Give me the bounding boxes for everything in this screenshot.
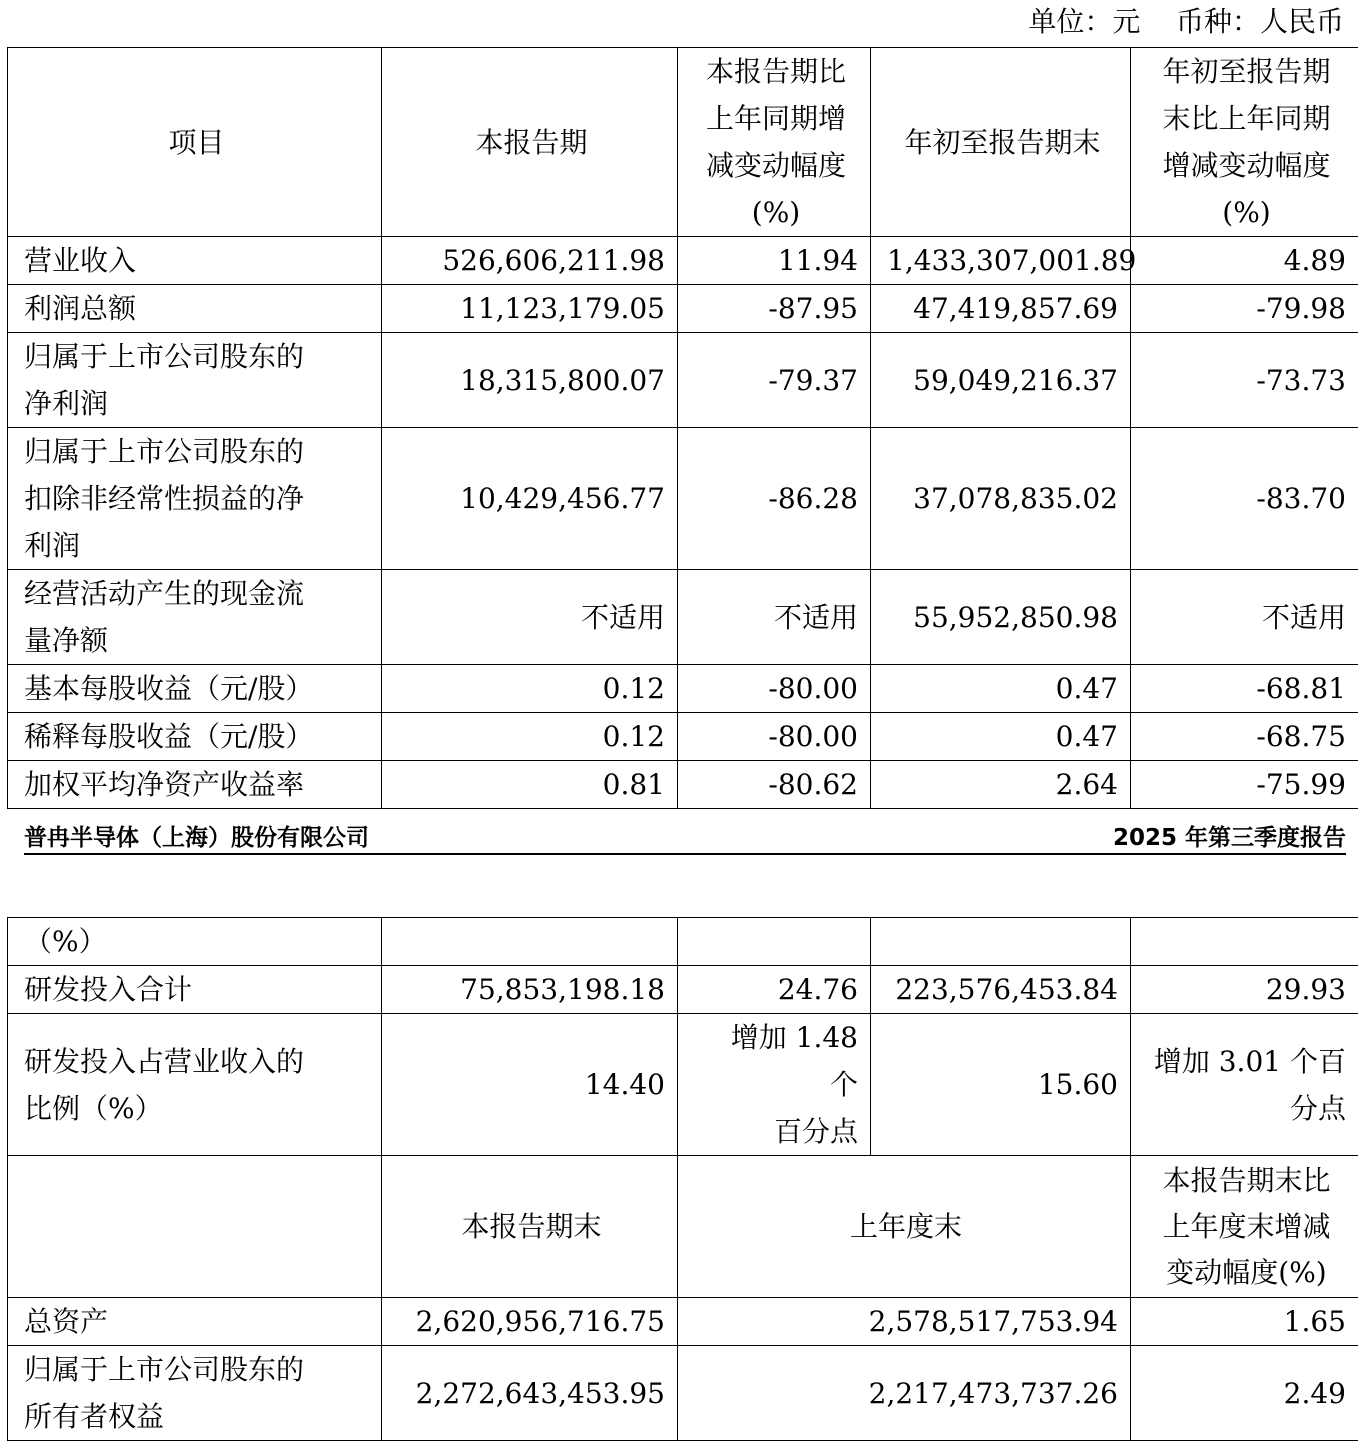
cell-value: 2,620,956,716.75 — [382, 1298, 678, 1346]
row-label: 归属于上市公司股东的 扣除非经常性损益的净 利润 — [8, 428, 382, 570]
subheader-change: 本报告期末比 上年度末增减 变动幅度(%) — [1131, 1156, 1358, 1298]
key-financial-data-table — [7, 47, 1358, 809]
cell-value: 14.40 — [382, 1014, 678, 1156]
table-row — [8, 570, 1358, 665]
table-row — [8, 918, 1358, 966]
cell-value: 55,952,850.98 — [871, 570, 1131, 665]
cell-value: 不适用 — [678, 570, 871, 665]
row-label: 利润总额 — [8, 285, 382, 333]
empty-cell — [382, 918, 678, 966]
table-row — [8, 285, 1358, 333]
table-row — [8, 761, 1358, 809]
cell-value: 37,078,835.02 — [871, 428, 1131, 570]
row-label: 研发投入合计 — [8, 966, 382, 1014]
cell-value: 1.65 — [1131, 1298, 1358, 1346]
empty-cell — [1131, 918, 1358, 966]
cell-value: -80.62 — [678, 761, 871, 809]
table-row — [8, 1298, 1358, 1346]
row-label: 归属于上市公司股东的 所有者权益 — [8, 1346, 382, 1441]
cell-value: 29.93 — [1131, 966, 1358, 1014]
unit-currency-note: 单位：元 币种：人民币 — [1028, 2, 1344, 42]
table-row — [8, 237, 1358, 285]
cell-value: -79.98 — [1131, 285, 1358, 333]
cell-value: 增加 3.01 个百 分点 — [1131, 1014, 1358, 1156]
cell-value: 不适用 — [382, 570, 678, 665]
table-row — [8, 428, 1358, 570]
subheader-empty — [8, 1156, 382, 1298]
cell-value: 223,576,453.84 — [871, 966, 1131, 1014]
header-item: 项目 — [8, 48, 382, 237]
cell-value: 0.47 — [871, 713, 1131, 761]
cell-value: -68.75 — [1131, 713, 1358, 761]
row-label: 稀释每股收益（元/股） — [8, 713, 382, 761]
cell-value: 0.47 — [871, 665, 1131, 713]
cell-value: -75.99 — [1131, 761, 1358, 809]
header-ytd-change: 年初至报告期 末比上年同期 增减变动幅度 (%) — [1131, 48, 1358, 237]
table-row — [8, 665, 1358, 713]
cell-value: 0.81 — [382, 761, 678, 809]
cell-value: -68.81 — [1131, 665, 1358, 713]
cell-value: 1,433,307,001.89 — [871, 237, 1131, 285]
cell-value: 增加 1.48 个 百分点 — [678, 1014, 871, 1156]
cell-value: 2.64 — [871, 761, 1131, 809]
cell-value: 2.49 — [1131, 1346, 1358, 1441]
cell-value: 2,578,517,753.94 — [678, 1298, 1131, 1346]
footer-company-name: 普冉半导体（上海）股份有限公司 — [24, 819, 369, 852]
cell-value: -73.73 — [1131, 333, 1358, 428]
subheader-prior-year-end: 上年度末 — [678, 1156, 1131, 1298]
row-label: 基本每股收益（元/股） — [8, 665, 382, 713]
page-footer — [24, 815, 1346, 855]
cell-value: -80.00 — [678, 713, 871, 761]
table-row — [8, 966, 1358, 1014]
header-ytd: 年初至报告期末 — [871, 48, 1131, 237]
table-subheader-row — [8, 1156, 1358, 1298]
empty-cell — [678, 918, 871, 966]
subheader-period-end: 本报告期末 — [382, 1156, 678, 1298]
header-current-period: 本报告期 — [382, 48, 678, 237]
row-label: 经营活动产生的现金流 量净额 — [8, 570, 382, 665]
rd-and-balance-table — [7, 917, 1358, 1441]
cell-value: 24.76 — [678, 966, 871, 1014]
cell-value: -83.70 — [1131, 428, 1358, 570]
row-label: 归属于上市公司股东的 净利润 — [8, 333, 382, 428]
cell-value: 526,606,211.98 — [382, 237, 678, 285]
cell-value: 2,272,643,453.95 — [382, 1346, 678, 1441]
cell-value: 11,123,179.05 — [382, 285, 678, 333]
cell-value: 18,315,800.07 — [382, 333, 678, 428]
row-label: 营业收入 — [8, 237, 382, 285]
header-current-change: 本报告期比 上年同期增 减变动幅度 (%) — [678, 48, 871, 237]
cell-value: -80.00 — [678, 665, 871, 713]
table-row — [8, 333, 1358, 428]
table-row — [8, 713, 1358, 761]
cell-value: -86.28 — [678, 428, 871, 570]
row-label: 加权平均净资产收益率 — [8, 761, 382, 809]
cell-value: 75,853,198.18 — [382, 966, 678, 1014]
row-label: （%） — [8, 918, 382, 966]
cell-value: -87.95 — [678, 285, 871, 333]
table-header-row — [8, 48, 1358, 237]
cell-value: 2,217,473,737.26 — [678, 1346, 1131, 1441]
cell-value: 15.60 — [871, 1014, 1131, 1156]
table-row — [8, 1346, 1358, 1441]
empty-cell — [871, 918, 1131, 966]
row-label: 研发投入占营业收入的 比例（%） — [8, 1014, 382, 1156]
cell-value: 不适用 — [1131, 570, 1358, 665]
cell-value: 0.12 — [382, 713, 678, 761]
cell-value: 59,049,216.37 — [871, 333, 1131, 428]
cell-value: 10,429,456.77 — [382, 428, 678, 570]
cell-value: 0.12 — [382, 665, 678, 713]
cell-value: 47,419,857.69 — [871, 285, 1131, 333]
table-row — [8, 1014, 1358, 1156]
row-label: 总资产 — [8, 1298, 382, 1346]
cell-value: 11.94 — [678, 237, 871, 285]
cell-value: 4.89 — [1131, 237, 1358, 285]
footer-report-title: 2025 年第三季度报告 — [1113, 819, 1346, 852]
cell-value: -79.37 — [678, 333, 871, 428]
